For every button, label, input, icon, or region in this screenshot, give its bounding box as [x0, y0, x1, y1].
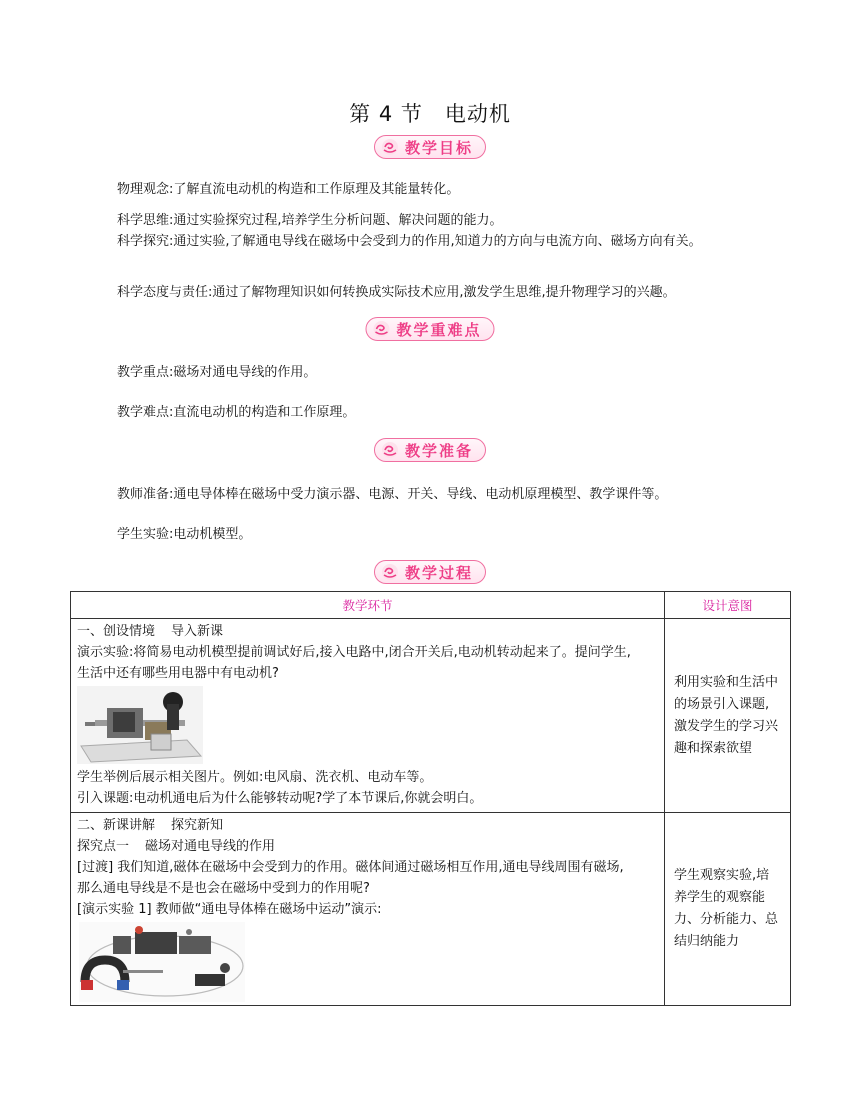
header-design-intent: 设计意图	[665, 592, 791, 619]
swirl-logo-icon	[381, 563, 399, 581]
design-intent-text: 利用实验和生活中 的场景引入课题, 激发学生的学习兴 趣和探索欲望	[674, 674, 779, 756]
page-title: 第 4 节 电动机	[349, 102, 511, 126]
key-point-item: 教学难点:直流电动机的构造和工作原理。	[117, 405, 356, 420]
conductor-rod-apparatus-photo	[79, 922, 245, 1002]
goal-item: 科学思维:通过实验探究过程,培养学生分析问题、解决问题的能力。	[117, 213, 503, 228]
row-heading: 二、新课讲解 探究新知	[77, 818, 224, 833]
section-title-goals: 教学目标	[404, 138, 474, 157]
section-badge-goals	[374, 135, 486, 159]
table-row	[71, 813, 791, 1006]
section-title-preparation: 教学准备	[404, 441, 474, 460]
goal-item: 物理观念:了解直流电动机的构造和工作原理及其能量转化。	[117, 182, 460, 197]
goal-item: 科学态度与责任:通过了解物理知识如何转换成实际技术应用,激发学生思维,提升物理学习的兴趣。	[117, 285, 676, 300]
section-badge-preparation	[374, 438, 486, 462]
section-title-key-points: 教学重难点	[396, 320, 482, 339]
swirl-logo-icon	[372, 320, 390, 338]
section-title-process: 教学过程	[404, 563, 474, 582]
table-row	[71, 619, 791, 813]
row-text: 引入课题:电动机通电后为什么能够转动呢?学了本节课后,你就会明白。	[77, 791, 483, 806]
preparation-item: 教师准备:通电导体棒在磁场中受力演示器、电源、开关、导线、电动机原理模型、教学课件等。	[117, 487, 668, 502]
preparation-item: 学生实验:电动机模型。	[117, 527, 252, 542]
table-header-row	[71, 592, 791, 619]
header-teaching-step: 教学环节	[71, 592, 665, 619]
row-text: 那么通电导线是不是也会在磁场中受到力的作用呢?	[77, 881, 370, 896]
swirl-logo-icon	[381, 441, 399, 459]
row-text: 学生举例后展示相关图片。例如:电风扇、洗衣机、电动车等。	[77, 770, 433, 785]
row-text: [过渡] 我们知道,磁体在磁场中会受到力的作用。磁体间通过磁场相互作用,通电导线周围有磁场,	[77, 860, 624, 875]
row-text: 生活中还有哪些用电器中有电动机?	[77, 666, 279, 681]
key-point-item: 教学重点:磁场对通电导线的作用。	[117, 365, 317, 380]
section-badge-key-points	[365, 317, 494, 341]
row-heading: 一、创设情境 导入新课	[77, 624, 224, 639]
goal-item: 科学探究:通过实验,了解通电导线在磁场中会受到力的作用,知道力的方向与电流方向、磁场方向有关。	[117, 234, 702, 249]
process-table	[70, 591, 791, 1006]
motor-model-photo	[77, 686, 203, 764]
row-subheading: 探究点一 磁场对通电导线的作用	[77, 839, 276, 854]
swirl-logo-icon	[381, 138, 399, 156]
row-text: [演示实验 1] 教师做“通电导体棒在磁场中运动”演示:	[77, 902, 382, 917]
section-badge-process	[374, 560, 486, 584]
row-text: 演示实验:将简易电动机模型提前调试好后,接入电路中,闭合开关后,电动机转动起来了。提问学生,	[77, 645, 631, 660]
design-intent-text: 学生观察实验,培 养学生的观察能 力、分析能力、总 结归纳能力	[674, 868, 779, 949]
